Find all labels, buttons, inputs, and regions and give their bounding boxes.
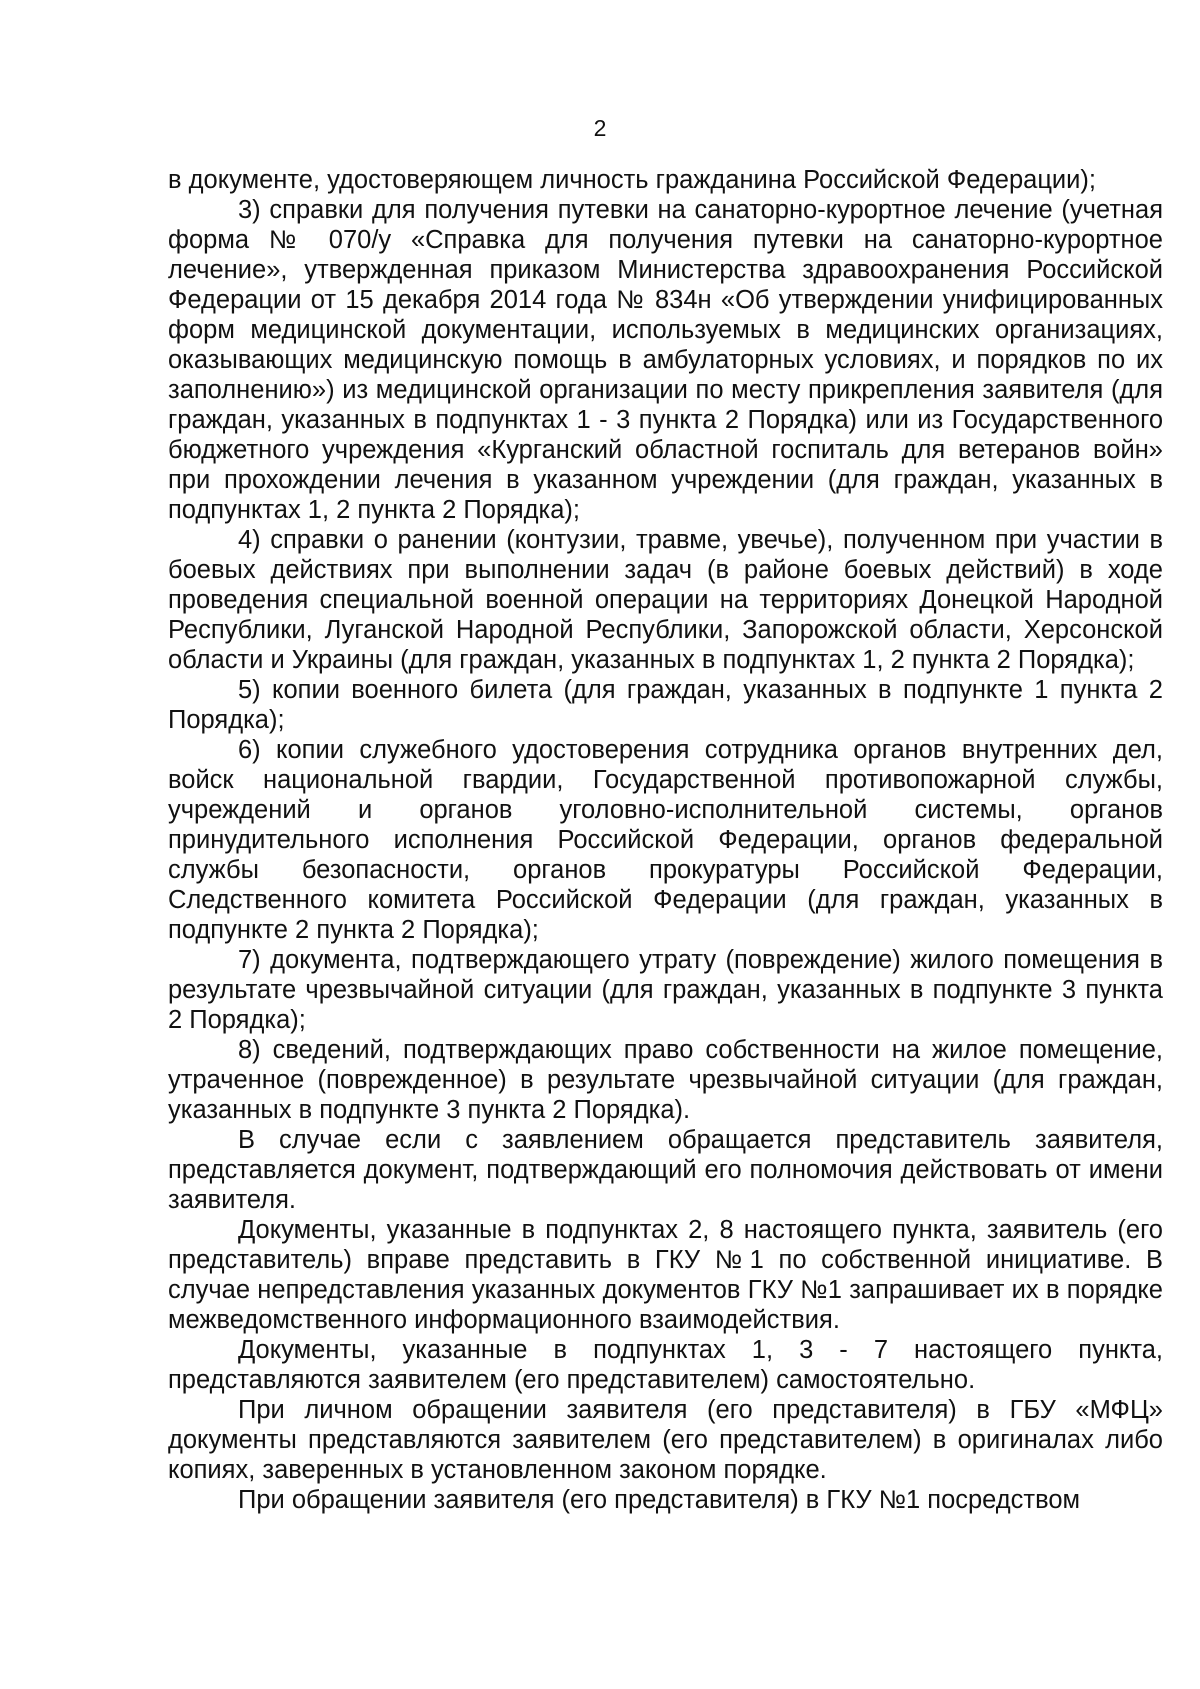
paragraph-optional-documents: Документы, указанные в подпунктах 2, 8 настоящего пункта, заявитель (его представитель) вправе представить в ГКУ №1 по собственной инициативе. В случае непредставления указанных документов ГКУ №1 запрашивает их в порядке межведомственного информационного взаимодействия. xyxy=(168,1216,1163,1334)
paragraph-item-5: 5) копии военного билета (для граждан, указанных в подпункте 1 пункта 2 Порядка); xyxy=(168,676,1163,734)
paragraph-personal-submission: При личном обращении заявителя (его представителя) в ГБУ «МФЦ» документы представляются заявителем (его представителем) в оригиналах либо копиях, заверенных в установленном законом порядке. xyxy=(168,1396,1163,1484)
document-body xyxy=(168,165,1163,1515)
paragraph-item-6: 6) копии служебного удостоверения сотрудника органов внутренних дел, войск национальной гвардии, Государственной противопожарной службы, учреждений и органов уголовно-исполнительной системы, органов принудительного исполнения Российской Федерации, органов федеральной службы безопасности, органов прокуратуры Российской Федерации, Следственного комитета Российской Федерации (для граждан, указанных в подпункте 2 пункта 2 Порядка); xyxy=(168,736,1163,944)
paragraph-item-7: 7) документа, подтверждающего утрату (повреждение) жилого помещения в результате чрезвычайной ситуации (для граждан, указанных в подпункте 3 пункта 2 Порядка); xyxy=(168,946,1163,1034)
paragraph-continuation: в документе, удостоверяющем личность гражданина Российской Федерации); xyxy=(168,166,1096,194)
paragraph-item-8: 8) сведений, подтверждающих право собственности на жилое помещение, утраченное (поврежденное) в результате чрезвычайной ситуации (для граждан, указанных в подпункте 3 пункта 2 Порядка). xyxy=(168,1036,1163,1124)
paragraph-required-documents: Документы, указанные в подпунктах 1, 3 - 7 настоящего пункта, представляются заявителем (его представителем) самостоятельно. xyxy=(168,1336,1163,1394)
paragraph-remote-submission: При обращении заявителя (его представителя) в ГКУ №1 посредством xyxy=(238,1486,1081,1514)
paragraph-item-4: 4) справки о ранении (контузии, травме, увечье), полученном при участии в боевых действиях при выполнении задач (в районе боевых действий) в ходе проведения специальной военной операции на территориях Донецкой Народной Республики, Луганской Народной Республики, Запорожской области, Херсонской области и Украины (для граждан, указанных в подпунктах 1, 2 пункта 2 Порядка); xyxy=(168,526,1163,674)
page-number: 2 xyxy=(593,115,607,141)
paragraph-item-3: 3) справки для получения путевки на санаторно-курортное лечение (учетная форма № 070/у «Справка для получения путевки на санаторно-курортное лечение», утвержденная приказом Министерства здравоохранения Российской Федерации от 15 декабря 2014 года № 834н «Об утверждении унифицированных форм медицинской документации, используемых в медицинских организациях, оказывающих медицинскую помощь в амбулаторных условиях, и порядков по их заполнению») из медицинской организации по месту прикрепления заявителя (для граждан, указанных в подпунктах 1 - 3 пункта 2 Порядка) или из Государственного бюджетного учреждения «Курганский областной госпиталь для ветеранов войн» при прохождении лечения в указанном учреждении (для граждан, указанных в подпунктах 1, 2 пункта 2 Порядка); xyxy=(168,196,1163,524)
paragraph-representative: В случае если с заявлением обращается представитель заявителя, представляется документ, подтверждающий его полномочия действовать от имени заявителя. xyxy=(168,1126,1163,1214)
